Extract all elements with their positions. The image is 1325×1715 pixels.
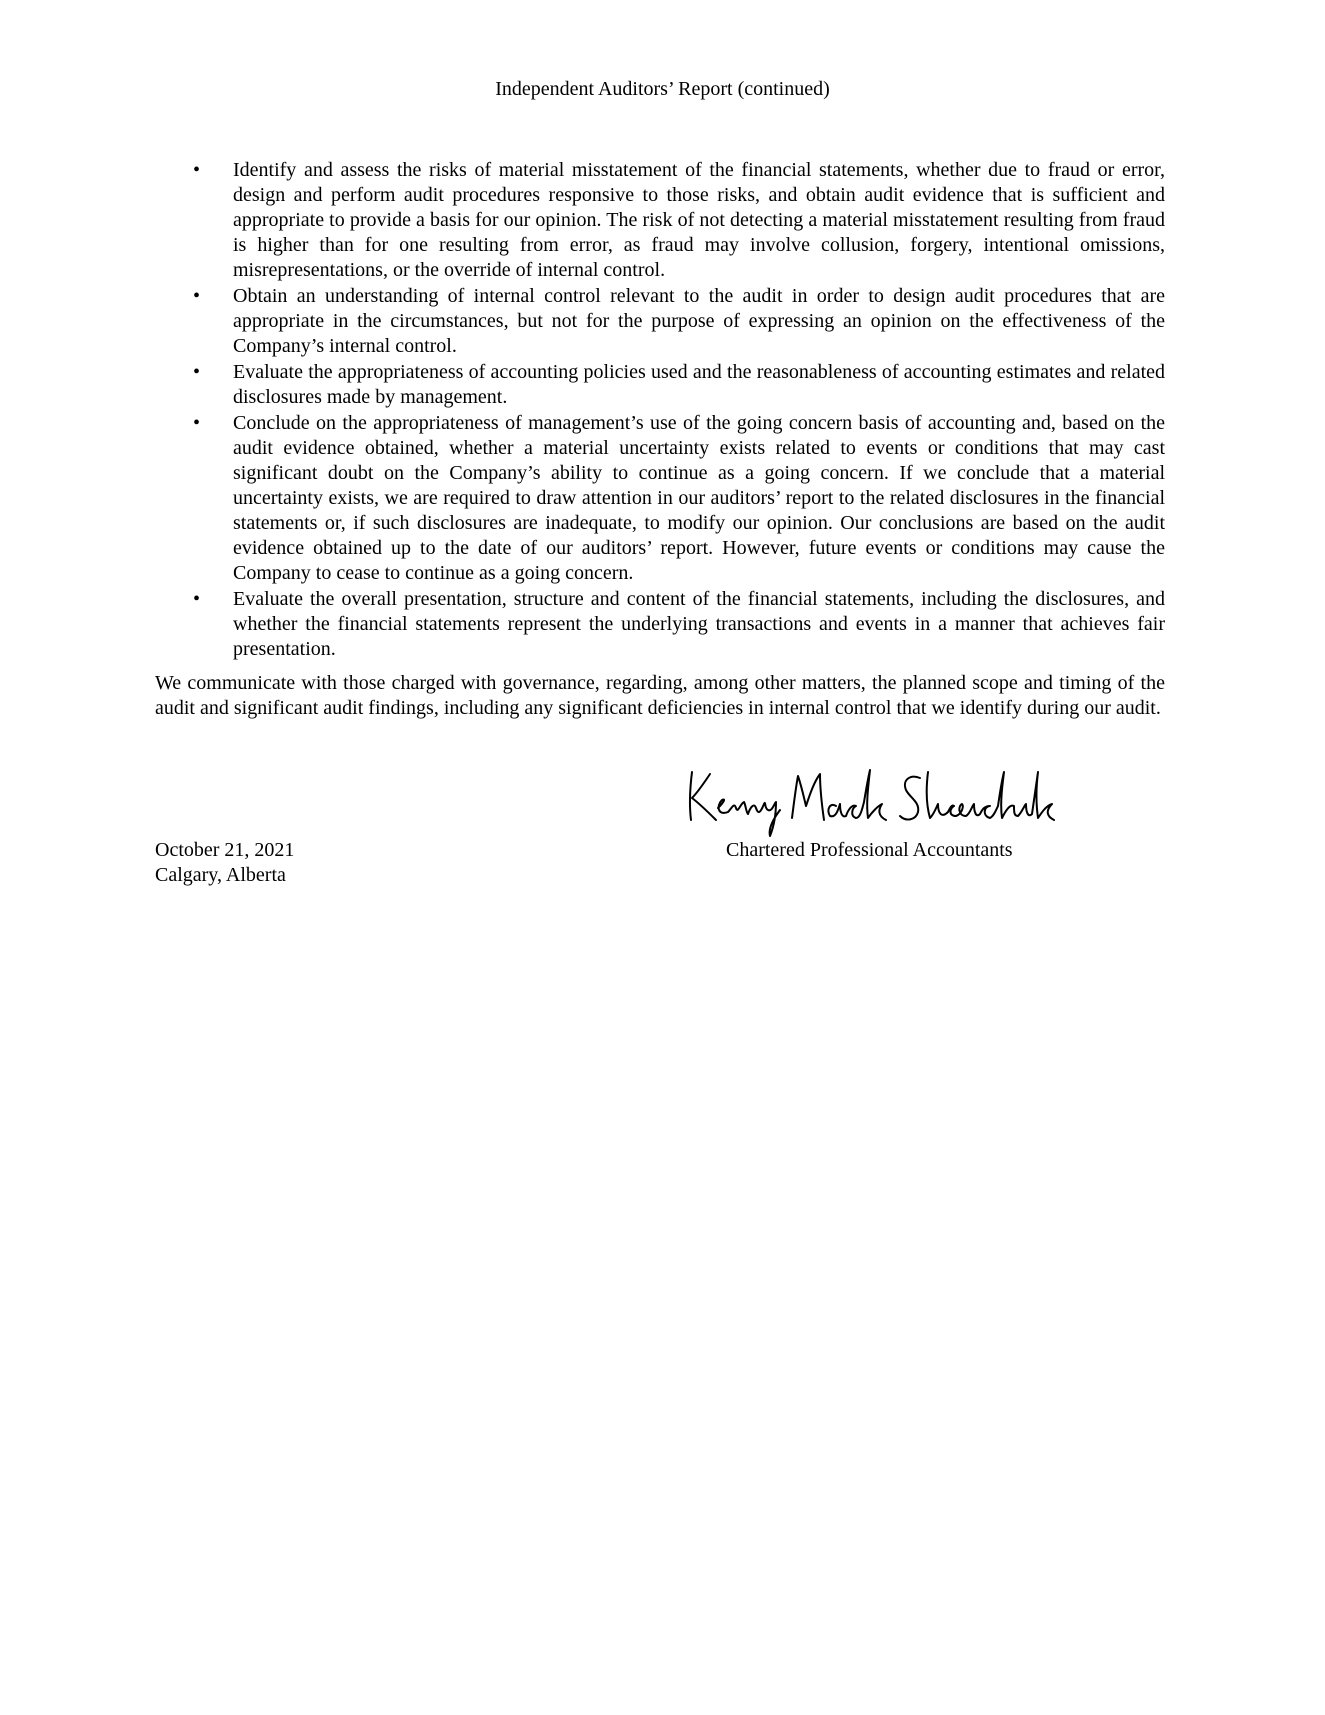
bullet-icon: •: [193, 361, 201, 383]
list-item-text: Evaluate the overall presentation, structure and content of the financial statements, including the disclosures, and whether the financial statements represent the underlying transactions and events in a manner that achieves fair presentation.: [233, 588, 1165, 660]
governance-communication-paragraph: We communicate with those charged with governance, regarding, among other matters, the planned scope and timing of the audit and significant audit findings, including any significant deficiencies in internal control that we identify during our audit.: [155, 672, 1165, 719]
handwritten-signature: [680, 758, 1100, 838]
list-item: [155, 587, 1165, 662]
list-item: [155, 284, 1165, 359]
report-location: Calgary, Alberta: [155, 864, 286, 886]
list-item: [155, 158, 1165, 283]
bullet-icon: •: [193, 285, 201, 307]
auditor-responsibilities-list: [155, 158, 1165, 663]
list-item-text: Conclude on the appropriateness of management’s use of the going concern basis of accounting and, based on the audit evidence obtained, whether a material uncertainty exists related to events or conditions that may cast significant doubt on the Company’s ability to continue as a going concern. If we conclude that a material uncertainty exists, we are required to draw attention in our auditors’ report to the related disclosures in the financial statements or, if such disclosures are inadequate, to modify our opinion. Our conclusions are based on the audit evidence obtained up to the date of our auditors’ report. However, future events or conditions may cause the Company to cease to continue as a going concern.: [233, 412, 1165, 584]
list-item-text: Evaluate the appropriateness of accounting policies used and the reasonableness of accounting estimates and related disclosures made by management.: [233, 361, 1165, 408]
page-title: Independent Auditors’ Report (continued): [495, 78, 830, 100]
firm-designation: Chartered Professional Accountants: [726, 839, 1013, 861]
list-item-text: Obtain an understanding of internal control relevant to the audit in order to design audit procedures that are appropriate in the circumstances, but not for the purpose of expressing an opinion on the effectiveness of the Company’s internal control.: [233, 285, 1165, 357]
report-date: October 21, 2021: [155, 839, 295, 861]
list-item: [155, 360, 1165, 410]
bullet-icon: •: [193, 412, 201, 434]
list-item: [155, 411, 1165, 586]
list-item-text: Identify and assess the risks of material misstatement of the financial statements, whether due to fraud or error, design and perform audit procedures responsive to those risks, and obtain audit evidence that is sufficient and appropriate to provide a basis for our opinion. The risk of not detecting a material misstatement resulting from fraud is higher than for one resulting from error, as fraud may involve collusion, forgery, intentional omissions, misrepresentations, or the override of internal control.: [233, 159, 1165, 281]
bullet-icon: •: [193, 159, 201, 181]
bullet-icon: •: [193, 588, 201, 610]
